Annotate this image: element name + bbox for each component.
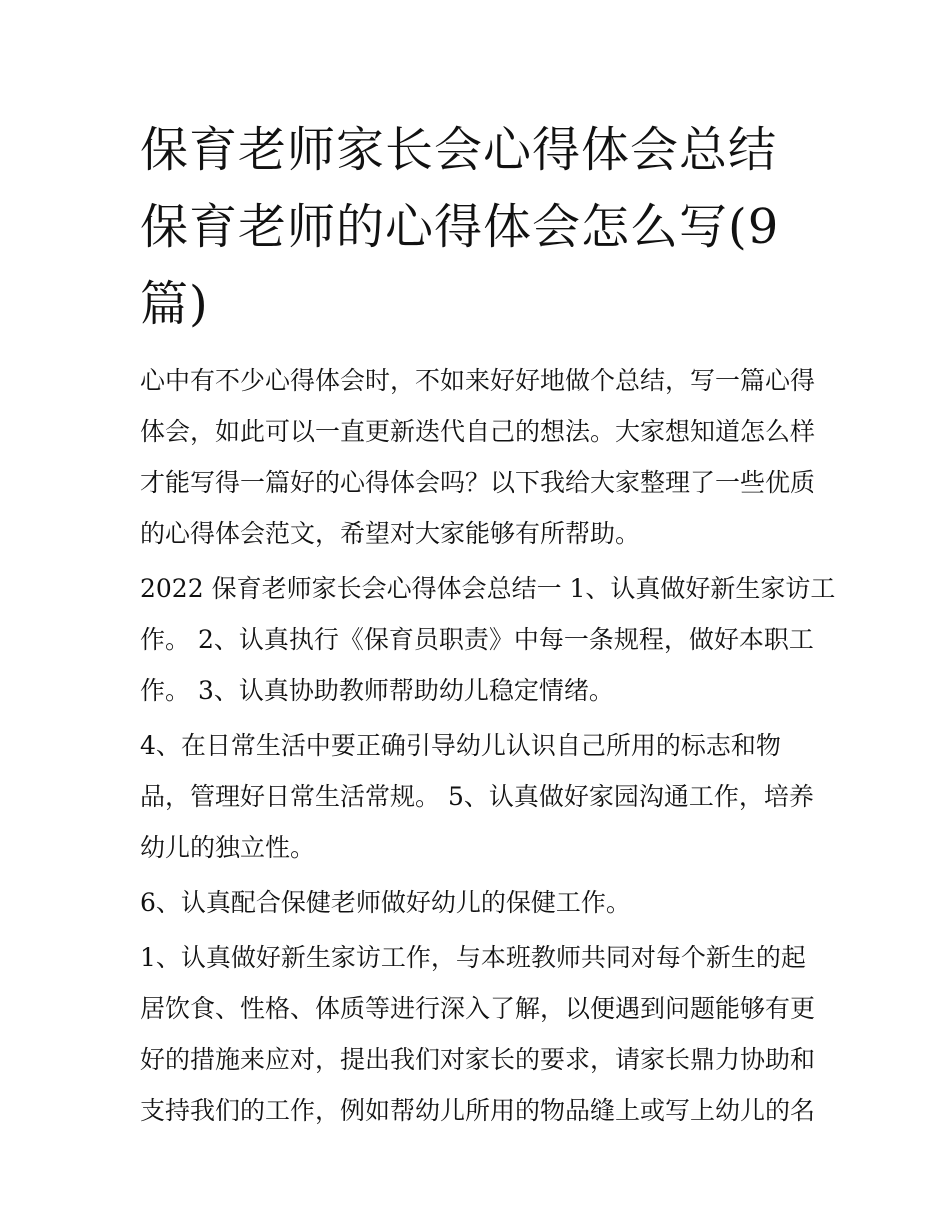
document-title <box>140 112 820 343</box>
text-line: 的心得体会范文，希望对大家能够有所帮助。 <box>140 519 641 548</box>
text-line: 品，管理好日常生活常规。 5、认真做好家园沟通工作，培养 <box>140 782 814 811</box>
intro-paragraph <box>140 355 820 559</box>
body-paragraph <box>140 563 836 716</box>
title-line: 保育老师的心得体会怎么写(9 <box>140 199 780 255</box>
text-line: 作。 2、认真执行《保育员职责》中每一条规程，做好本职工 <box>140 625 814 654</box>
text-line: 支持我们的工作，例如帮幼儿所用的物品缝上或写上幼儿的名 <box>140 1096 816 1125</box>
text-line: 才能写得一篇好的心得体会吗？以下我给大家整理了一些优质 <box>140 468 816 497</box>
body-paragraph <box>140 932 820 1136</box>
text-line: 4、在日常生活中要正确引导幼儿认识自己所用的标志和物 <box>140 731 781 760</box>
text-line: 2022 保育老师家长会心得体会总结一 1、认真做好新生家访工 <box>140 574 836 603</box>
text-line: 6、认真配合保健老师做好幼儿的保健工作。 <box>140 888 631 917</box>
title-line: 篇) <box>140 276 209 332</box>
body-paragraph <box>140 720 820 873</box>
text-line: 体会，如此可以一直更新迭代自己的想法。大家想知道怎么样 <box>140 417 816 446</box>
body-paragraph <box>140 877 820 928</box>
title-line: 保育老师家长会心得体会总结 <box>140 122 778 178</box>
text-line: 作。 3、认真协助教师帮助幼儿稳定情绪。 <box>140 676 614 705</box>
text-line: 心中有不少心得体会时，不如来好好地做个总结，写一篇心得 <box>140 366 816 395</box>
text-line: 居饮食、性格、体质等进行深入了解，以便遇到问题能够有更 <box>140 994 816 1023</box>
text-line: 幼儿的独立性。 <box>140 833 316 862</box>
text-line: 好的措施来应对，提出我们对家长的要求，请家长鼎力协助和 <box>140 1045 816 1074</box>
document-body <box>140 355 836 1140</box>
text-line: 1、认真做好新生家访工作，与本班教师共同对每个新生的起 <box>140 943 806 972</box>
